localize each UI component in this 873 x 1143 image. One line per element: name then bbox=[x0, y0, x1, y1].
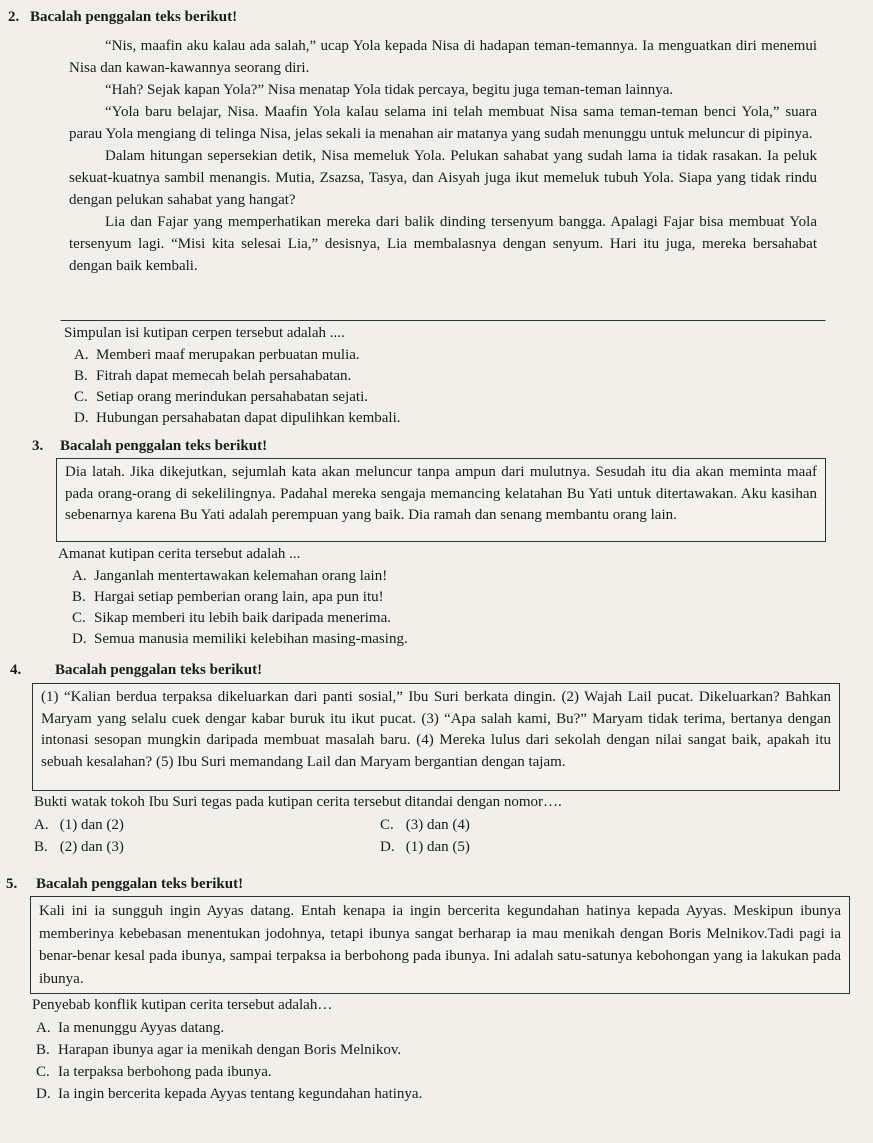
question-5-header bbox=[6, 876, 243, 893]
passage-paragraph: “Nis, maafin aku kalau ada salah,” ucap Yola kepada Nisa di hadapan teman-temannya. Ia menguatkan diri menemui Nisa dan kawan-kawannya seorang diri. bbox=[69, 38, 817, 76]
option-b[interactable] bbox=[74, 366, 401, 387]
option-text: Ia menunggu Ayyas datang. bbox=[58, 1020, 225, 1036]
option-text: Harapan ibunya agar ia menikah dengan Boris Melnikov. bbox=[58, 1042, 402, 1058]
question-number: 3. bbox=[32, 438, 44, 454]
option-d[interactable] bbox=[72, 629, 408, 650]
passage-paragraph: Dia latah. Jika dikejutkan, sejumlah kata akan meluncur tanpa ampun dari mulutnya. Sesudah itu dia akan meminta maaf pada orang-orang di sekelilingnya. Padahal mereka sengaja memancing kelatahan Bu Yati untuk ditertawakan. Aku kasihan sebenarnya karena Bu Yati adalah perempuan yang baik. Dia ramah dan senang membantu orang lain. bbox=[65, 464, 817, 523]
option-text: Sikap memberi itu lebih baik daripada menerima. bbox=[94, 610, 391, 626]
passage-paragraph: “Yola baru belajar, Nisa. Maafin Yola kalau selama ini telah membuat Nisa sama teman-teman benci Yola,” suara parau Yola mengiang di telinga Nisa, jelas sekali ia menahan air matanya yang sudah menunggu untuk meluncur di pipinya. bbox=[69, 104, 817, 142]
option-text: Fitrah dapat memecah belah persahabatan. bbox=[96, 368, 352, 384]
option-b[interactable] bbox=[34, 836, 380, 858]
option-a[interactable] bbox=[36, 1017, 422, 1039]
question-instruction: Bacalah penggalan teks berikut! bbox=[55, 662, 263, 678]
option-letter: D. bbox=[36, 1086, 51, 1102]
option-d[interactable] bbox=[74, 408, 401, 429]
question-number: 4. bbox=[10, 662, 22, 678]
option-letter: D. bbox=[74, 410, 89, 426]
option-a[interactable] bbox=[34, 814, 380, 836]
question-3-options bbox=[72, 566, 408, 650]
question-4-passage bbox=[32, 683, 840, 791]
option-letter: A. bbox=[34, 817, 49, 833]
question-5-options bbox=[36, 1017, 422, 1105]
option-letter: C. bbox=[72, 610, 86, 626]
option-b[interactable] bbox=[36, 1039, 422, 1061]
option-letter: D. bbox=[380, 839, 395, 855]
question-2-header bbox=[8, 9, 237, 26]
option-text: Hargai setiap pemberian orang lain, apa pun itu! bbox=[94, 589, 384, 605]
option-text: Janganlah mentertawakan kelemahan orang lain! bbox=[94, 568, 388, 584]
option-letter: B. bbox=[34, 839, 48, 855]
option-letter: B. bbox=[74, 368, 88, 384]
question-number: 5. bbox=[6, 876, 18, 892]
question-4-prompt: Bukti watak tokoh Ibu Suri tegas pada kutipan cerita tersebut ditandai dengan nomor…. bbox=[34, 794, 562, 810]
option-d[interactable] bbox=[380, 836, 640, 858]
question-3-header bbox=[32, 438, 267, 455]
passage-paragraph: Dalam hitungan sepersekian detik, Nisa memeluk Yola. Pelukan sahabat yang sudah lama ia tidak rasakan. Ia peluk sekuat-kuatnya sambil menangis. Mutia, Zsazsa, Tasya, dan Aisyah juga ikut memeluk tubuh Yola. Siapa yang tidak rindu dengan pelukan sahabat yang hangat? bbox=[69, 148, 817, 208]
passage-paragraph: Lia dan Fajar yang memperhatikan mereka dari balik dinding tersenyum bangga. Apalagi Fajar bisa membuat Yola tersenyum lagi. “Misi kita selesai Lia,” desisnya, Lia membalasnya dengan senyum. Hari itu juga, mereka bersahabat dengan baik kembali. bbox=[69, 214, 817, 274]
question-instruction: Bacalah penggalan teks berikut! bbox=[60, 438, 268, 454]
option-c[interactable] bbox=[72, 608, 408, 629]
option-text: Ia ingin bercerita kepada Ayyas tentang kegundahan hatinya. bbox=[58, 1086, 423, 1102]
option-c[interactable] bbox=[74, 387, 401, 408]
question-number: 2. bbox=[8, 9, 20, 25]
question-2-passage bbox=[60, 31, 826, 321]
option-letter: D. bbox=[72, 631, 87, 647]
passage-paragraph: “Hah? Sejak kapan Yola?” Nisa menatap Yola tidak percaya, begitu juga teman-teman lainnya. bbox=[105, 82, 674, 98]
question-instruction: Bacalah penggalan teks berikut! bbox=[36, 876, 244, 892]
option-text: (1) dan (2) bbox=[59, 817, 124, 833]
option-text: Ia terpaksa berbohong pada ibunya. bbox=[58, 1064, 272, 1080]
passage-paragraph: (1) “Kalian berdua terpaksa dikeluarkan dari panti sosial,” Ibu Suri berkata dingin. (2) Wajah Lail pucat. Dikeluarkan? Bahkan Maryam yang selalu cuek dengar kabar buruk itu ikut pucat. (3) “Apa salah kami, Bu?” Maryam tidak terima, bertanya dengan intonasi sesopan mungkin daripada membuat masalah baru. (4) Mereka lulus dari sekolah dengan nilai sangat baik, apakah itu sebuah kesalahan? (5) Ibu Suri memandang Lail dan Maryam bergantian dengan tajam. bbox=[41, 689, 831, 770]
option-text: Hubungan persahabatan dapat dipulihkan kembali. bbox=[96, 410, 401, 426]
option-letter: A. bbox=[74, 347, 89, 363]
question-4-header bbox=[10, 662, 262, 679]
option-c[interactable] bbox=[36, 1061, 422, 1083]
option-c[interactable] bbox=[380, 814, 640, 836]
question-instruction: Bacalah penggalan teks berikut! bbox=[30, 9, 238, 25]
option-letter: C. bbox=[36, 1064, 50, 1080]
option-text: Setiap orang merindukan persahabatan sejati. bbox=[96, 389, 368, 405]
option-d[interactable] bbox=[36, 1083, 422, 1105]
option-letter: B. bbox=[36, 1042, 50, 1058]
option-letter: A. bbox=[72, 568, 87, 584]
option-b[interactable] bbox=[72, 587, 408, 608]
option-a[interactable] bbox=[74, 345, 401, 366]
question-4-options bbox=[34, 814, 640, 858]
question-2-prompt: Simpulan isi kutipan cerpen tersebut adalah .... bbox=[64, 325, 345, 341]
question-3-passage bbox=[56, 458, 826, 542]
question-5-passage bbox=[30, 896, 850, 994]
option-a[interactable] bbox=[72, 566, 408, 587]
option-text: (2) dan (3) bbox=[59, 839, 124, 855]
option-letter: C. bbox=[380, 817, 394, 833]
option-letter: A. bbox=[36, 1020, 51, 1036]
question-5-prompt: Penyebab konflik kutipan cerita tersebut adalah… bbox=[32, 997, 333, 1013]
option-text: (1) dan (5) bbox=[405, 839, 470, 855]
option-text: Memberi maaf merupakan perbuatan mulia. bbox=[96, 347, 360, 363]
option-text: Semua manusia memiliki kelebihan masing-masing. bbox=[94, 631, 408, 647]
option-letter: B. bbox=[72, 589, 86, 605]
question-3-prompt: Amanat kutipan cerita tersebut adalah ... bbox=[58, 546, 301, 562]
passage-paragraph: Kali ini ia sungguh ingin Ayyas datang. Entah kenapa ia ingin bercerita kegundahan hatinya kepada Ayyas. Meskipun ibunya memberinya kebebasan menentukan jodohnya, tetapi ibunya sangat berharap ia mau menikah dengan Boris Melnikov.Tadi pagi ia benar-benar kesal pada ibunya, sampai terpaksa ia berbohong pada ibunya. Ini adalah satu-satunya kebohongan yang ia lakukan pada ibunya. bbox=[39, 903, 841, 987]
question-2-options bbox=[74, 345, 401, 429]
option-text: (3) dan (4) bbox=[405, 817, 470, 833]
option-letter: C. bbox=[74, 389, 88, 405]
